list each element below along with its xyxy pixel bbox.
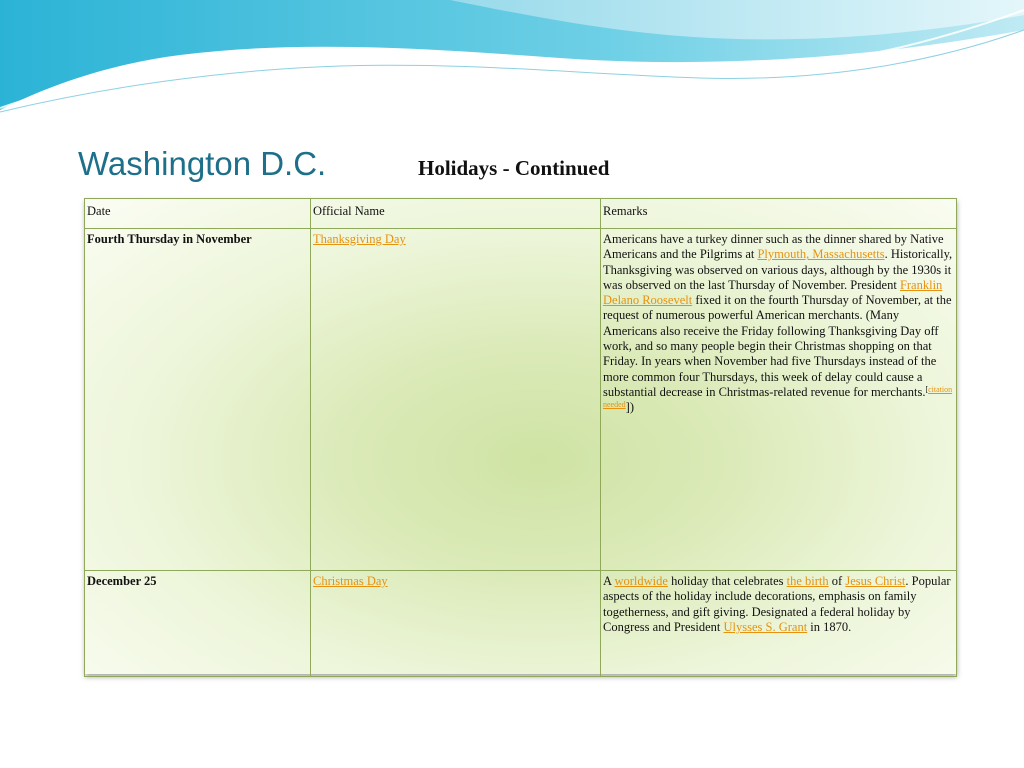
worldwide-link[interactable]: worldwide: [614, 574, 668, 588]
the-birth-link[interactable]: the birth: [786, 574, 829, 588]
remarks-text: fixed it on the fourth Thursday of November, at the request of numerous powerful American merchants. (Many Americans also receive the Friday following Thanksgiving Day off work, and so many people begin their Christmas shopping on that Friday. In years when November had five Thursdays instead of the more common four Thursdays, this week of delay could cause a substantial decrease in Christmas-related revenue for merchants.: [603, 293, 952, 399]
slide-subtitle: Holidays - Continued: [418, 156, 610, 180]
date-cell: December 25: [85, 571, 311, 677]
column-header-remarks: Remarks: [601, 199, 957, 229]
christmas-day-link[interactable]: Christmas Day: [313, 574, 388, 588]
remarks-cell: [601, 229, 957, 571]
plymouth-massachusetts-link[interactable]: Plymouth, Massachusetts: [757, 247, 885, 262]
jesus-christ-link[interactable]: Jesus Christ: [845, 574, 906, 588]
franklin-delano-roosevelt-link[interactable]: Franklin Delano Roosevelt: [603, 277, 943, 308]
remarks-text: in 1870.: [807, 619, 852, 634]
date-cell: Fourth Thursday in November: [85, 229, 311, 571]
holidays-table-container: [84, 198, 956, 674]
remarks-text: Americans have a turkey dinner such as the dinner shared by Native Americans and the Pilgrims at: [603, 232, 944, 262]
holidays-table: [84, 198, 957, 677]
table-row: [85, 229, 957, 571]
thanksgiving-day-link[interactable]: Thanksgiving Day: [313, 232, 406, 246]
remarks-text: . Historically, Thanksgiving was observed on various days, although by the 1930s it was observed on the last Thursday of November. President: [603, 247, 953, 292]
remarks-text: . Popular aspects of the holiday include decorations, emphasis on family togetherness, and gift giving. Designated a federal holiday by Congress and President: [603, 574, 951, 634]
remarks-text: holiday that celebrates: [667, 574, 787, 588]
citation-needed-link[interactable]: citation needed: [603, 384, 953, 410]
remarks-text: A: [603, 574, 615, 588]
slide-title: Washington D.C.: [78, 145, 327, 182]
column-header-official-name: Official Name: [311, 199, 601, 229]
citation-bracket-open: [: [925, 384, 929, 394]
ulysses-s-grant-link[interactable]: Ulysses S. Grant: [723, 619, 808, 634]
citation-bracket-close: ]): [625, 400, 634, 415]
official-name-cell: [311, 229, 601, 571]
table-row: [85, 571, 957, 677]
remarks-text: of: [828, 574, 846, 588]
official-name-cell: [311, 571, 601, 677]
header-wave-decoration: [0, 0, 1024, 120]
table-header-row: [85, 199, 957, 229]
remarks-cell: [601, 571, 957, 677]
column-header-date: Date: [85, 199, 311, 229]
